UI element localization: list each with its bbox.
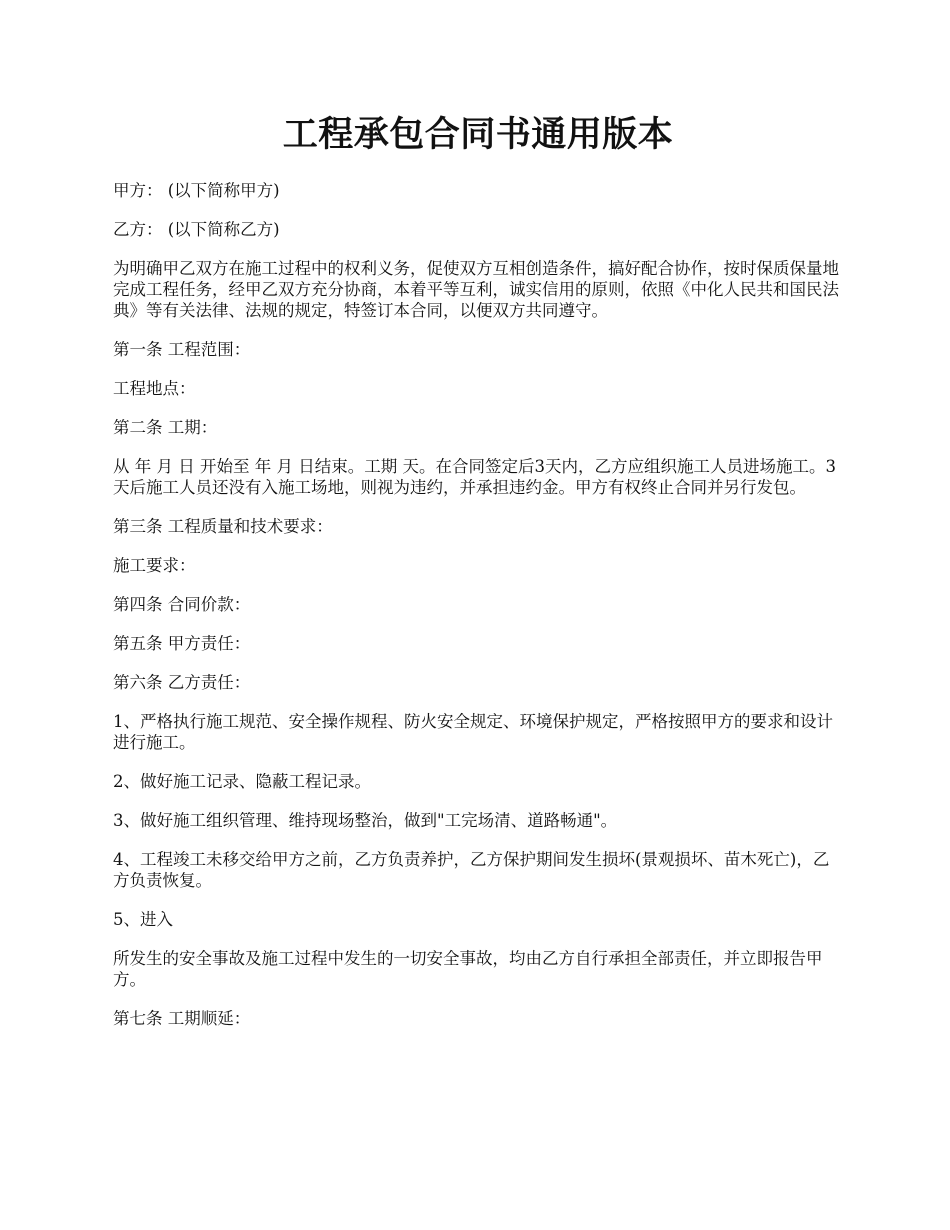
article-3-heading: 第三条 工程质量和技术要求： [113, 517, 333, 536]
schedule-paragraph: 从 年 月 日 开始至 年 月 日结束。工期 天。在合同签定后3天内，乙方应组织施工人员进场施工。3天后施工人员还没有入施工场地，则视为违约，并承担违约金。甲方有权终止合同并另行发包。 [113, 457, 836, 497]
construction-requirements-line: 施工要求： [113, 556, 196, 575]
responsibility-item-5: 5、进入 [113, 910, 173, 929]
article-5-heading: 第五条 甲方责任： [113, 634, 251, 653]
article-1-heading: 第一条 工程范围： [113, 340, 251, 359]
responsibility-item-3: 3、做好施工组织管理、维持现场整治，做到"工完场清、道路畅通"。 [113, 811, 618, 830]
safety-paragraph: 所发生的安全事故及施工过程中发生的一切安全事故，均由乙方自行承担全部责任，并立即报告甲方。 [113, 949, 823, 989]
article-6-heading: 第六条 乙方责任： [113, 673, 251, 692]
responsibility-item-4: 4、工程竣工未移交给甲方之前，乙方负责养护，乙方保护期间发生损坏(景观损坏、苗木死亡)，乙方负责恢复。 [113, 850, 830, 890]
document-page [113, 112, 843, 1047]
article-4-heading: 第四条 合同价款： [113, 595, 251, 614]
party-b-line: 乙方： (以下简称乙方) [113, 220, 280, 239]
document-title: 工程承包合同书通用版本 [282, 114, 674, 155]
responsibility-item-2: 2、做好施工记录、隐蔽工程记录。 [113, 772, 371, 791]
preamble-paragraph: 为明确甲乙双方在施工过程中的权利义务，促使双方互相创造条件，搞好配合协作，按时保质保量地完成工程任务，经甲乙双方充分协商，本着平等互利，诚实信用的原则，依照《中化人民共和国民法典》等有关法律、法规的规定，特签订本合同，以便双方共同遵守。 [113, 259, 839, 320]
article-7-heading: 第七条 工期顺延： [113, 1009, 251, 1028]
project-location-line: 工程地点： [113, 379, 196, 398]
party-a-line: 甲方： (以下简称甲方) [113, 181, 280, 200]
article-2-heading: 第二条 工期： [113, 418, 218, 437]
responsibility-item-1: 1、严格执行施工规范、安全操作规程、防火安全规定、环境保护规定，严格按照甲方的要求和设计进行施工。 [113, 712, 833, 752]
